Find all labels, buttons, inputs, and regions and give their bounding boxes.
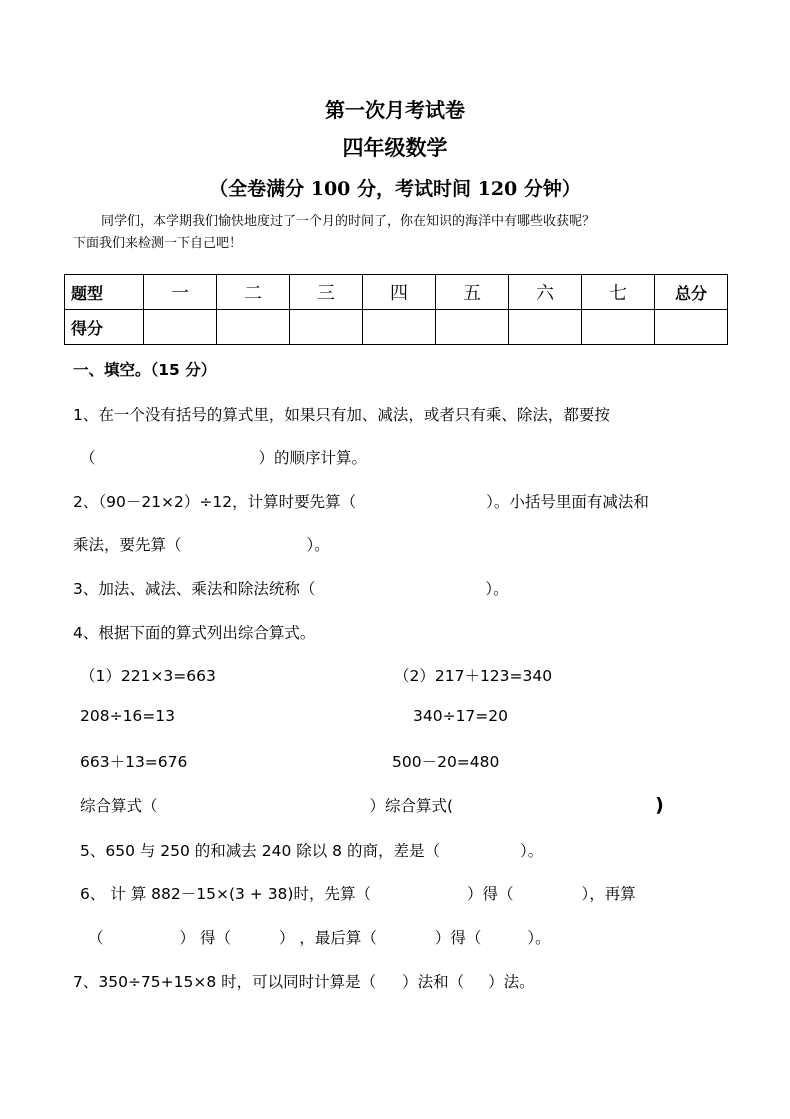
- score-table-score-row: [65, 310, 728, 345]
- q6-line-1: [80, 882, 636, 904]
- q1-open-paren: （: [80, 449, 96, 467]
- col-4: 四: [363, 275, 436, 310]
- intro-text: [73, 211, 725, 255]
- col-1: 一: [144, 275, 217, 310]
- score-cell[interactable]: [582, 310, 655, 345]
- q2-text-d: ）。: [306, 536, 330, 554]
- q4-right-eq-1: （2）217＋123=340: [394, 667, 553, 685]
- col-2: 二: [217, 275, 290, 310]
- q6-text-e: ） 得（: [179, 929, 231, 947]
- q3-text-a: 3、加法、减法、乘法和除法统称（: [73, 580, 316, 598]
- score-table: [64, 274, 728, 345]
- q4-instruction: 4、根据下面的算式列出综合算式。: [73, 624, 316, 642]
- section-heading: 一、填空。（15 分）: [73, 361, 217, 379]
- q6-text-f: ） ，最后算（: [278, 929, 377, 947]
- score-cell-total[interactable]: [655, 310, 728, 345]
- q1-tail: ）的顺序计算。: [258, 449, 368, 467]
- q2-line-2: [73, 533, 330, 555]
- q4-right-eq-3: 500－20=480: [392, 753, 500, 771]
- exam-subtitle: 四年级数学: [342, 135, 448, 160]
- q5-text-b: ）。: [519, 842, 544, 860]
- q4-left-eq-1: （1）221×3=663: [80, 667, 216, 685]
- q7-text-b: ）法和（: [402, 973, 465, 991]
- q4-combined-label-1: 综合算式（: [80, 797, 158, 815]
- row-label-question-type: 题型: [65, 275, 144, 310]
- q4-left-eq-3: 663＋13=676: [80, 753, 188, 771]
- q6-text-g: ）得（: [434, 929, 482, 947]
- intro-line-2: 下面我们来检测一下自己吧！: [73, 236, 243, 251]
- col-3: 三: [290, 275, 363, 310]
- exam-title: 第一次月考试卷: [325, 98, 465, 122]
- q4-combined-label-2: ）综合算式(: [369, 797, 454, 815]
- q6-text-c: ），再算: [581, 885, 636, 903]
- score-cell[interactable]: [290, 310, 363, 345]
- intro-line-1: 同学们，本学期我们愉快地度过了一个月的时间了，你在知识的海洋中有哪些收获呢？: [101, 214, 596, 229]
- q6-text-b: ）得（: [466, 885, 514, 903]
- q6-line-2: [88, 926, 551, 948]
- score-cell[interactable]: [217, 310, 290, 345]
- score-cell[interactable]: [436, 310, 509, 345]
- row-label-score: 得分: [65, 310, 144, 345]
- q6-text-h: ）。: [527, 929, 551, 947]
- col-7: 七: [582, 275, 655, 310]
- q5-line: [80, 839, 543, 861]
- q4-combined-line: [80, 794, 664, 816]
- q2-text-a: 2、（90－21×2）÷12，计算时要先算（: [73, 493, 357, 511]
- q4-left-eq-2: 208÷16=13: [80, 707, 176, 725]
- q7-text-a: 7、350÷75+15×8 时，可以同时计算是（: [73, 973, 377, 991]
- q3-line: [73, 577, 509, 599]
- exam-note: （全卷满分 100 分，考试时间 120 分钟）: [209, 178, 581, 200]
- q7-text-c: ）法。: [488, 973, 535, 991]
- q3-text-b: ）。: [485, 580, 509, 598]
- score-cell[interactable]: [509, 310, 582, 345]
- q2-text-b: ）。小括号里面有减法和: [486, 493, 649, 511]
- q4-close-paren: ): [655, 794, 664, 816]
- q2-text-c: 乘法，要先算（: [73, 536, 182, 554]
- q6-text-a: 6、 计 算 882－15×(3 + 38)时，先算（: [80, 885, 371, 903]
- q5-text-a: 5、650 与 250 的和减去 240 除以 8 的商，差是（: [80, 842, 440, 860]
- q2-line-1: [73, 490, 649, 512]
- col-6: 六: [509, 275, 582, 310]
- q4-right-eq-2: 340÷17=20: [413, 707, 509, 725]
- score-table-header-row: [65, 275, 728, 310]
- col-5: 五: [436, 275, 509, 310]
- q7-line: [73, 970, 535, 992]
- q1-line-2: [80, 446, 367, 468]
- score-cell[interactable]: [363, 310, 436, 345]
- score-cell[interactable]: [144, 310, 217, 345]
- col-total: 总分: [655, 275, 728, 310]
- q1-line-1: 1、在一个没有括号的算式里，如果只有加、减法，或者只有乘、除法，都要按: [73, 406, 610, 424]
- q6-text-d: （: [88, 929, 104, 947]
